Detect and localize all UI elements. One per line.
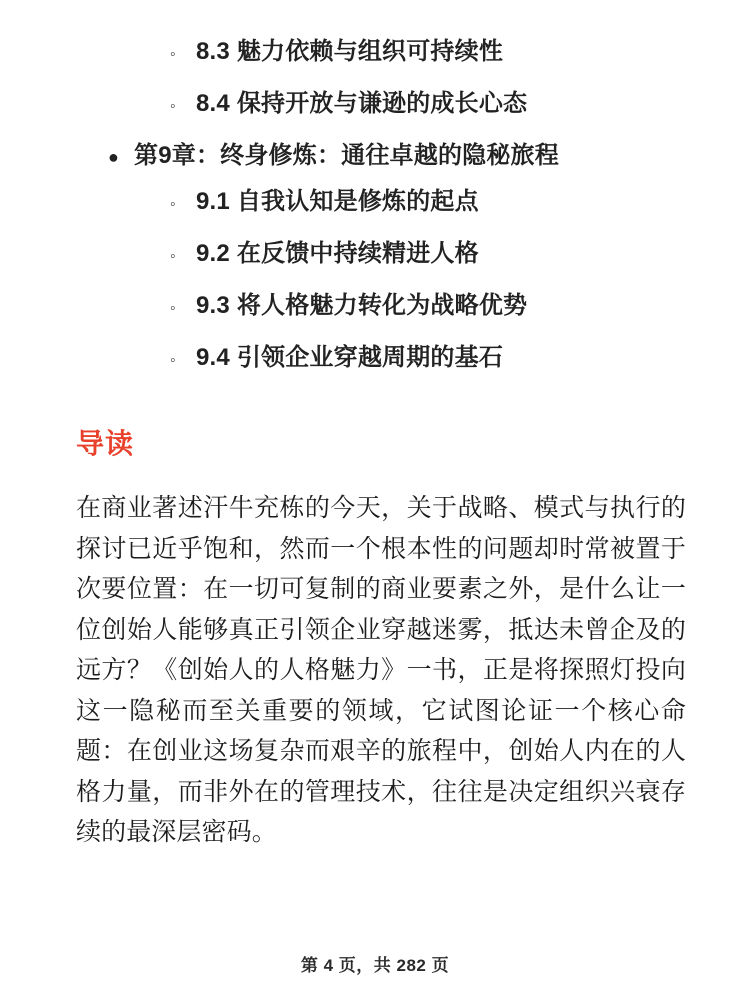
toc-item[interactable] [62,92,688,116]
toc-item-label: 8.3 魅力依赖与组织可持续性 [196,38,504,65]
toc-chapter-item[interactable] [62,144,688,168]
hollow-bullet-icon [170,353,196,369]
toc-item[interactable] [62,242,688,266]
toc-item-label: 9.2 在反馈中持续精进人格 [196,240,479,267]
toc-item-label: 8.4 保持开放与谦逊的成长心态 [196,90,528,117]
hollow-bullet-icon [170,249,196,265]
toc-item-label: 9.1 自我认知是修炼的起点 [196,188,479,215]
hollow-bullet-icon [170,47,196,63]
section-paragraph: 在商业著述汗牛充栋的今天，关于战略、模式与执行的探讨已近乎饱和，然而一个根本性的问题却时常被置于次要位置：在一切可复制的商业要素之外，是什么让一位创始人能够真正引领企业穿越迷雾，抵达未曾企及的远方？《创始人的人格魅力》一书，正是将探照灯投向这一隐秘而至关重要的领域，它试图论证一个核心命题：在创业这场复杂而艰辛的旅程中，创始人内在的人格力量，而非外在的管理技术，往往是决定组织兴衰存续的最深层密码。 [76,494,686,846]
toc-item-label: 9.3 将人格魅力转化为战略优势 [196,292,528,319]
page-footer: 第 4 页，共 282 页 [300,956,450,975]
toc-item[interactable] [62,294,688,318]
toc-item[interactable] [62,190,688,214]
hollow-bullet-icon [170,99,196,115]
toc-item[interactable] [62,40,688,64]
toc-item-label: 9.4 引领企业穿越周期的基石 [196,344,504,371]
toc-chapter-label: 第9章：终身修炼：通往卓越的隐秘旅程 [134,142,559,169]
toc-item[interactable] [62,346,688,370]
section-heading: 导读 [76,428,135,459]
hollow-bullet-icon [170,301,196,317]
table-of-contents [62,40,688,370]
hollow-bullet-icon [170,197,196,213]
filled-bullet-icon [108,148,134,166]
